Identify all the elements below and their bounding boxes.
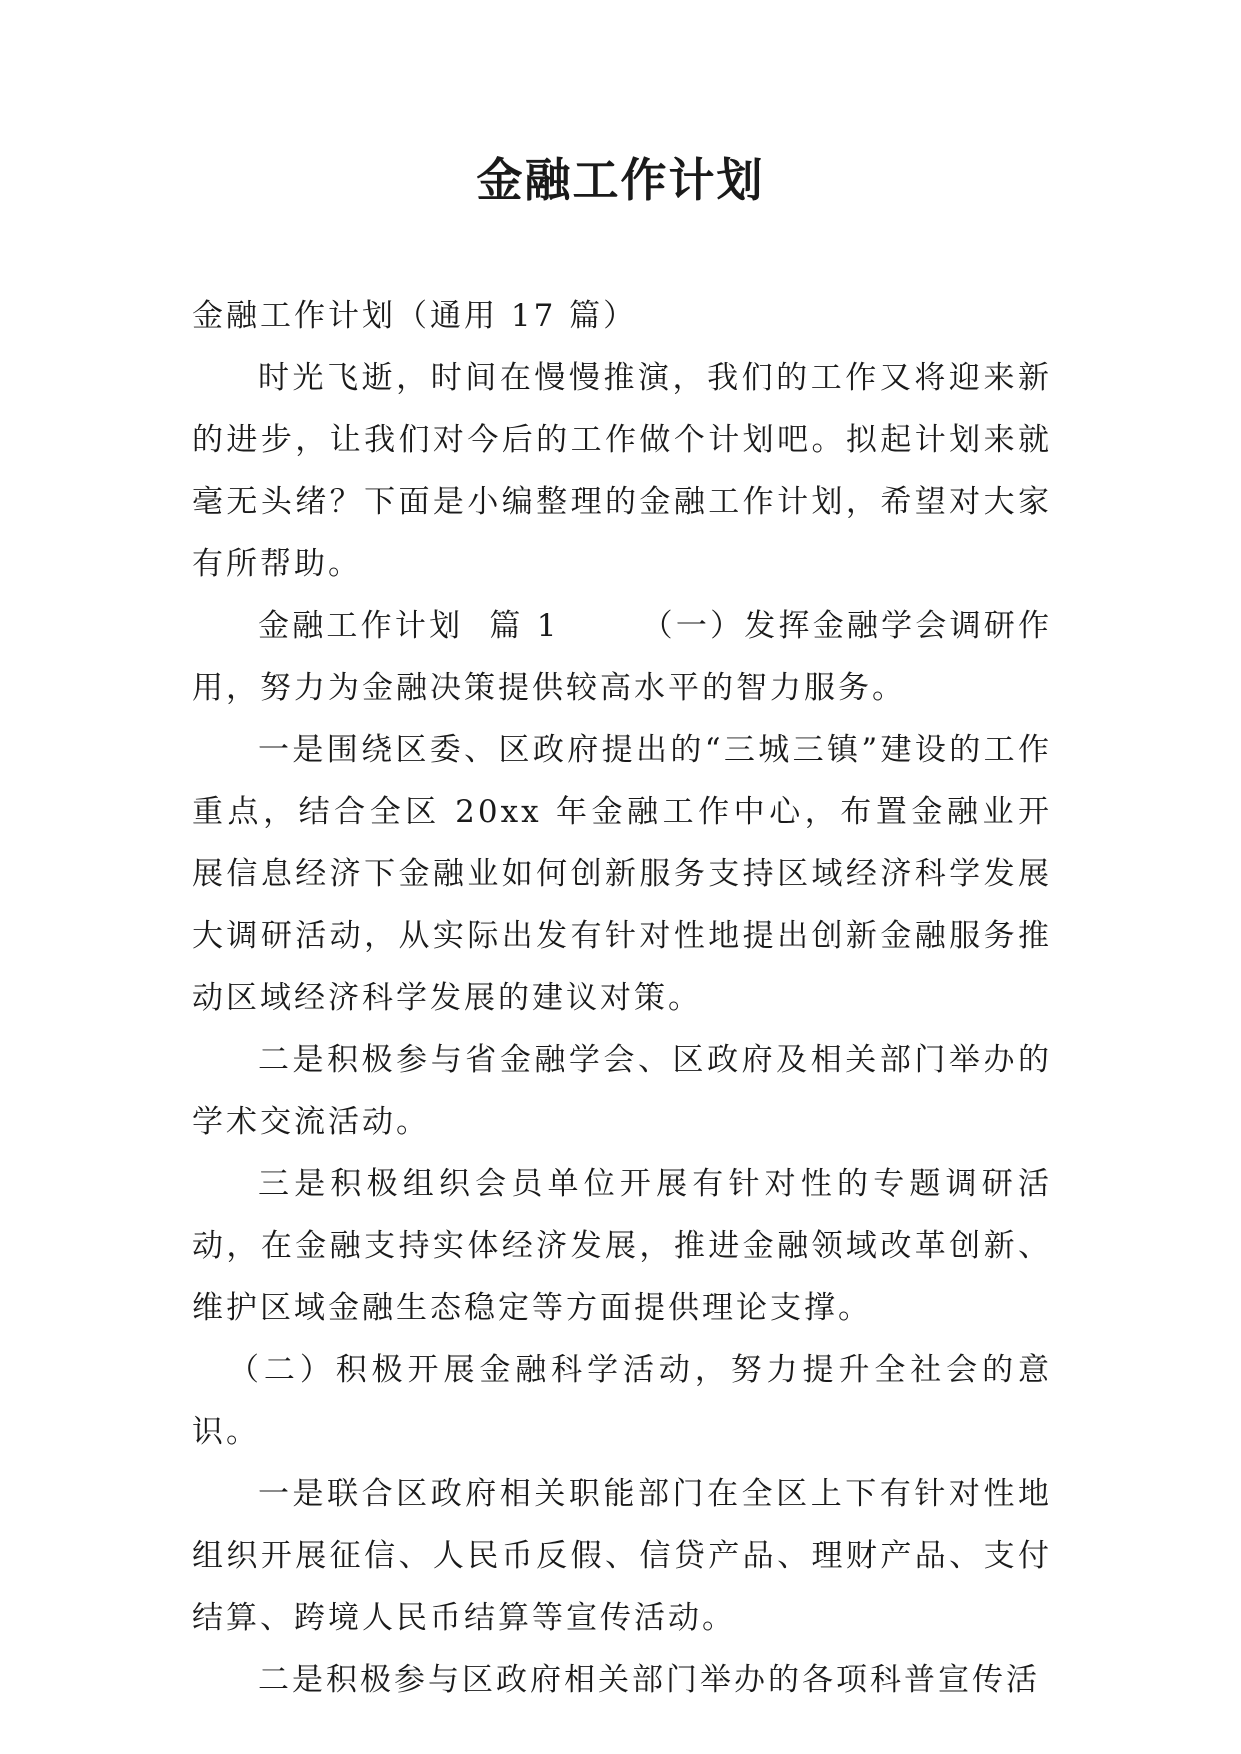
document-title: 金融工作计划: [476, 153, 765, 207]
section-1-paragraph: [192, 595, 1052, 719]
body-paragraph: 二是积极参与省金融学会、区政府及相关部门举办的学术交流活动。: [192, 1042, 1052, 1140]
body-paragraph: 一是围绕区委、区政府提出的“三城三镇”建设的工作重点，结合全区 20xx 年金融工作中心，布置金融业开展信息经济下金融业如何创新服务支持区域经济科学发展大调研活动，从实际出发有针对性地提出创新金融服务推动区域经济科学发展的建议对策。: [192, 732, 1052, 1016]
intro-paragraph: 时光飞逝，时间在慢慢推演，我们的工作又将迎来新的进步，让我们对今后的工作做个计划吧。拟起计划来就毫无头绪？下面是小编整理的金融工作计划，希望对大家有所帮助。: [192, 360, 1052, 582]
document-subtitle: 金融工作计划（通用 17 篇）: [192, 298, 638, 334]
body-paragraph: 一是联合区政府相关职能部门在全区上下有针对性地组织开展征信、人民币反假、信贷产品、理财产品、支付结算、跨境人民币结算等宣传活动。: [192, 1476, 1052, 1636]
section-label: 金融工作计划 篇 1: [258, 608, 560, 644]
body-paragraph: 三是积极组织会员单位开展有针对性的专题调研活动，在金融支持实体经济发展，推进金融领域改革创新、维护区域金融生态稳定等方面提供理论支撑。: [192, 1166, 1052, 1326]
section-heading-1: （一）发挥金融学会调研作用，努力为金融决策提供较高水平的智力服务。: [192, 608, 1053, 706]
body-paragraph: 二是积极参与区政府相关部门举办的各项科普宣传活: [258, 1662, 1040, 1698]
document-body: [192, 285, 1052, 1711]
section-heading-2: （二）积极开展金融科学活动，努力提升全社会的意识。: [192, 1352, 1052, 1450]
